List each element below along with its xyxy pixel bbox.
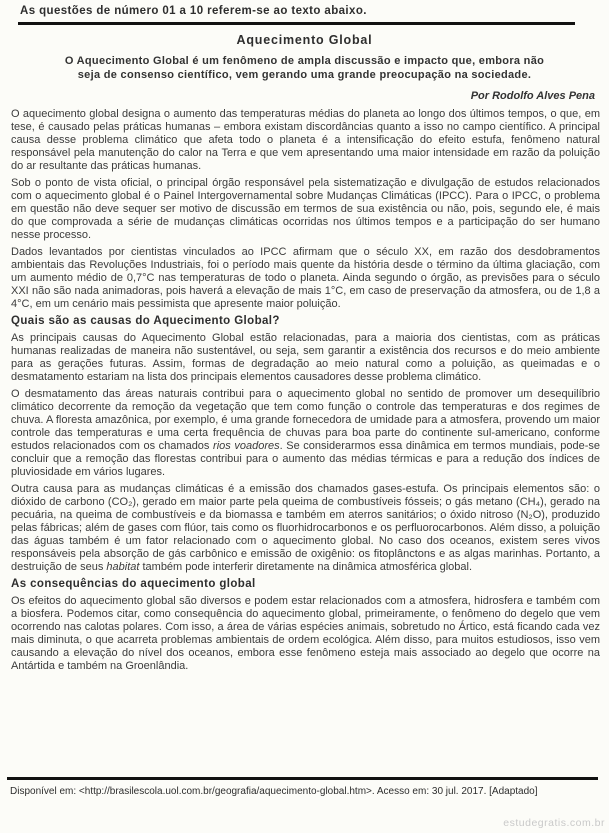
article-byline: Por Rodolfo Alves Pena [470, 90, 595, 102]
article-title: Aquecimento Global [236, 33, 373, 47]
paragraph: Dados levantados por cientistas vinculados ao IPCC afirmam que o século XX, em razão dos desdobramentos ambientais das Revoluções Industriais, foi o período mais quente da história desde o término da última glaciação, com um aumento médio de 0,7°C nas temperaturas de todo o planeta. Ainda segundo o órgão, as previsões para o século XXI não são nada animadoras, pois haverá a elevação de mais 1°C, em caso de preservação da atmosfera, ou de 1,8 a 4°C, em um cenário mais pessimista que apresente maior poluição. [11, 246, 600, 310]
article-lead: O Aquecimento Global é um fenômeno de ampla discussão e impacto que, embora não seja de consenso científico, vem gerando uma grande preocupação na sociedade. [64, 55, 545, 81]
paragraph: As principais causas do Aquecimento Global estão relacionadas, para a maioria dos cientistas, com as práticas humanas realizadas de maneira não sustentável, ou seja, sem garantir a existência dos recursos e do meio ambiente para as gerações futuras. Assim, formas de degradação ao meio natural como a poluição, as queimadas e o desmatamento estariam na lista dos principais elementos causadores desse problema climático. [11, 332, 600, 383]
article-body [11, 108, 600, 673]
top-divider [18, 22, 575, 25]
exam-instruction: As questões de número 01 a 10 referem-se ao texto abaixo. [20, 5, 367, 17]
paragraph: O aquecimento global designa o aumento das temperaturas médias do planeta ao longo dos últimos tempos, o que, em tese, é causado pelas práticas humanas – embora existam discordâncias quanto a isso no campo científico. A principal causa desse problema climático que afeta todo o planeta é a intensificação do efeito estufa, fenômeno natural responsável pela manutenção do calor na Terra e que vem apresentando uma maior intensidade em razão da poluição do ar resultante das práticas humanas. [11, 108, 600, 172]
paragraph: Os efeitos do aquecimento global são diversos e podem estar relacionados com a atmosfera, hidrosfera e também com a biosfera. Podemos citar, como consequência do aquecimento global, primeiramente, o fenômeno do degelo que vem ocorrendo nas calotas polares. Com isso, a área de várias espécies animais, sobretudo no Ártico, está ficando cada vez mais diminuta, o que acarreta problemas ambientais de ordem ecológica. Além disso, para muitos estudiosos, isso vem causando a elevação do nível dos oceanos, embora esse fenômeno esteja mais associado ao degelo que ocorre na Antártida e também na Groenlândia. [11, 595, 600, 672]
site-watermark: estudegratis.com.br [503, 817, 605, 829]
paragraph: O desmatamento das áreas naturais contribui para o aquecimento global no sentido de promover um desequilíbrio climático decorrente da remoção da vegetação que tem como função o controle das temperaturas e dos regimes de chuva. A floresta amazônica, por exemplo, é uma grande fornecedora de umidade para a atmosfera, provendo um maior controle das temperaturas e uma certa frequência de chuvas para boa parte do continente sul-americano, conforme estudos relacionados com os chamados rios voadores. Se considerarmos essa dinâmica em termos mundiais, pode-se concluir que a remoção das florestas contribui para o aumento das médias térmicas e para a redução dos índices de pluviosidade em vários lugares. [11, 388, 600, 478]
paragraph: Sob o ponto de vista oficial, o principal órgão responsável pela sistematização e divulgação de estudos relacionados com o aquecimento global é o Painel Intergovernamental sobre Mudanças Climáticas (IPCC). Para o IPCC, o problema em questão não deve sequer ser motivo de discussão em termos de sua existência ou não, pois, segundo ele, é mais do que comprovada a série de mudanças climáticas ocorridas nos últimos tempos e a participação do ser humano nesse processo. [11, 177, 600, 241]
bottom-divider [7, 777, 598, 780]
source-citation: Disponível em: <http://brasilescola.uol.com.br/geografia/aquecimento-global.htm>. Acesso em: 30 jul. 2017. [Adaptado] [10, 786, 538, 797]
paragraph: Outra causa para as mudanças climáticas é a emissão dos chamados gases-estufa. Os principais elementos são: o dióxido de carbono (CO₂), gerado em maior parte pela queima de combustíveis fósseis; o gás metano (CH₄), gerado na pecuária, na queima de combustíveis e da biomassa e também em aterros sanitários; o óxido nitroso (N₂O), produzido pelas fábricas; além de gases com flúor, tais como os fluorhidrocarbonos e os perfluorocarbonos. Além disso, a poluição das águas também é um fator relacionado com o aquecimento global. No caso dos oceanos, existem seres vivos responsáveis pela absorção de gás carbônico e emissão de oxigênio: os fitoplânctons e as algas marinhas. Portanto, a destruição de seus habitat também pode interferir diretamente na dinâmica atmosférica global. [11, 483, 600, 573]
section-heading: Quais são as causas do Aquecimento Global? [11, 315, 280, 327]
section-heading: As consequências do aquecimento global [11, 578, 256, 590]
